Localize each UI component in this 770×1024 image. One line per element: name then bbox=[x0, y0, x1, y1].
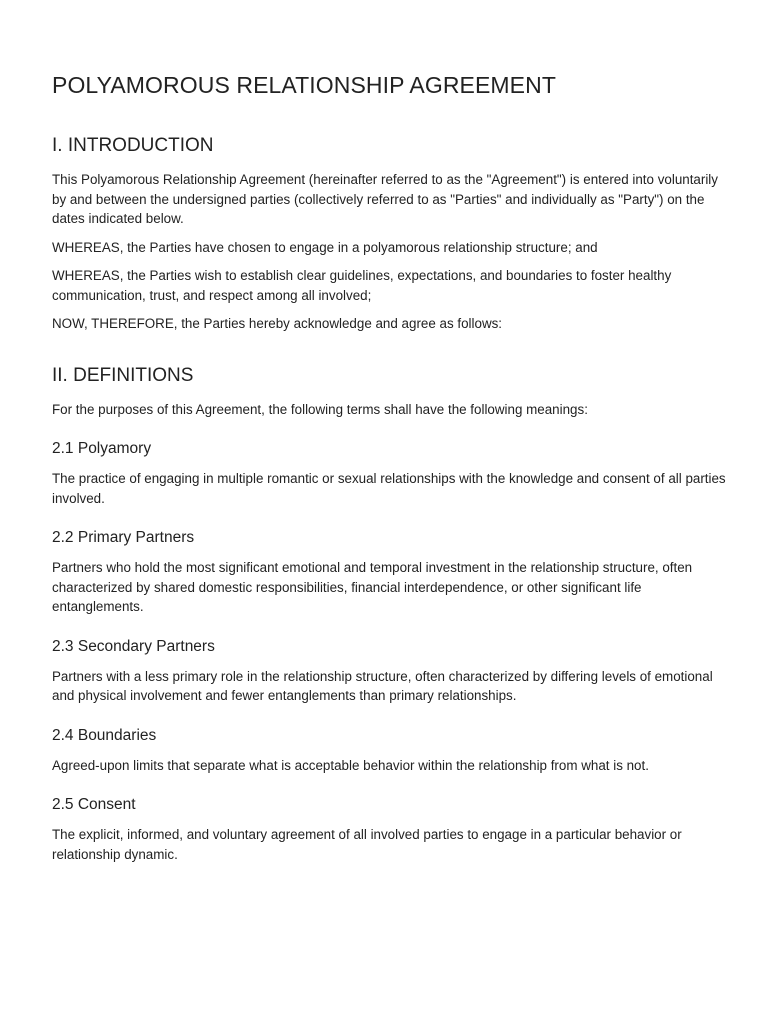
definitions-heading: II. DEFINITIONS bbox=[52, 364, 194, 386]
definitions-section bbox=[52, 364, 728, 865]
definition-consent bbox=[52, 795, 728, 864]
whereas-paragraph-2: WHEREAS, the Parties wish to establish clear guidelines, expectations, and boundaries to foster healthy communication, trust, and respect among all involved; bbox=[52, 268, 672, 303]
whereas-paragraph-1: WHEREAS, the Parties have chosen to engage in a polyamorous relationship structure; and bbox=[52, 239, 598, 255]
introduction-heading: I. INTRODUCTION bbox=[52, 135, 214, 156]
document-page bbox=[52, 70, 728, 864]
definition-heading: 2.2 Primary Partners bbox=[52, 529, 195, 546]
section-spacer bbox=[52, 348, 728, 364]
definition-text: The explicit, informed, and voluntary agreement of all involved parties to engage in a particular behavior or relationship dynamic. bbox=[52, 827, 682, 862]
definition-text: Partners who hold the most significant emotional and temporal investment in the relationship structure, often characterized by shared domestic responsibilities, financial interdependence, or other significant life entanglements. bbox=[52, 560, 693, 614]
definition-boundaries bbox=[52, 726, 728, 776]
introduction-paragraph: This Polyamorous Relationship Agreement (hereinafter referred to as the "Agreement") is entered into voluntarily by and between the undersigned parties (collectively referred to as "Parties" and individually as "Party") on the dates indicated below. bbox=[52, 172, 718, 226]
definition-heading: 2.4 Boundaries bbox=[52, 726, 157, 744]
definition-text: The practice of engaging in multiple romantic or sexual relationships with the knowledge and consent of all parties involved. bbox=[52, 471, 726, 506]
definitions-intro: For the purposes of this Agreement, the following terms shall have the following meanings: bbox=[52, 401, 588, 417]
definition-polyamory bbox=[52, 439, 728, 508]
definition-heading: 2.3 Secondary Partners bbox=[52, 637, 215, 655]
definition-heading: 2.5 Consent bbox=[52, 796, 136, 813]
definition-primary-partners bbox=[52, 528, 728, 617]
definition-heading: 2.1 Polyamory bbox=[52, 440, 152, 457]
document-title: POLYAMOROUS RELATIONSHIP AGREEMENT bbox=[52, 72, 556, 98]
introduction-section bbox=[52, 134, 728, 334]
definition-text: Partners with a less primary role in the relationship structure, often characterized by differing levels of emotional and physical involvement and fewer entanglements than primary relationships. bbox=[52, 668, 713, 703]
definition-text: Agreed-upon limits that separate what is acceptable behavior within the relationship from what is not. bbox=[52, 757, 649, 773]
now-therefore-paragraph: NOW, THEREFORE, the Parties hereby acknowledge and agree as follows: bbox=[52, 316, 503, 331]
definition-secondary-partners bbox=[52, 637, 728, 706]
